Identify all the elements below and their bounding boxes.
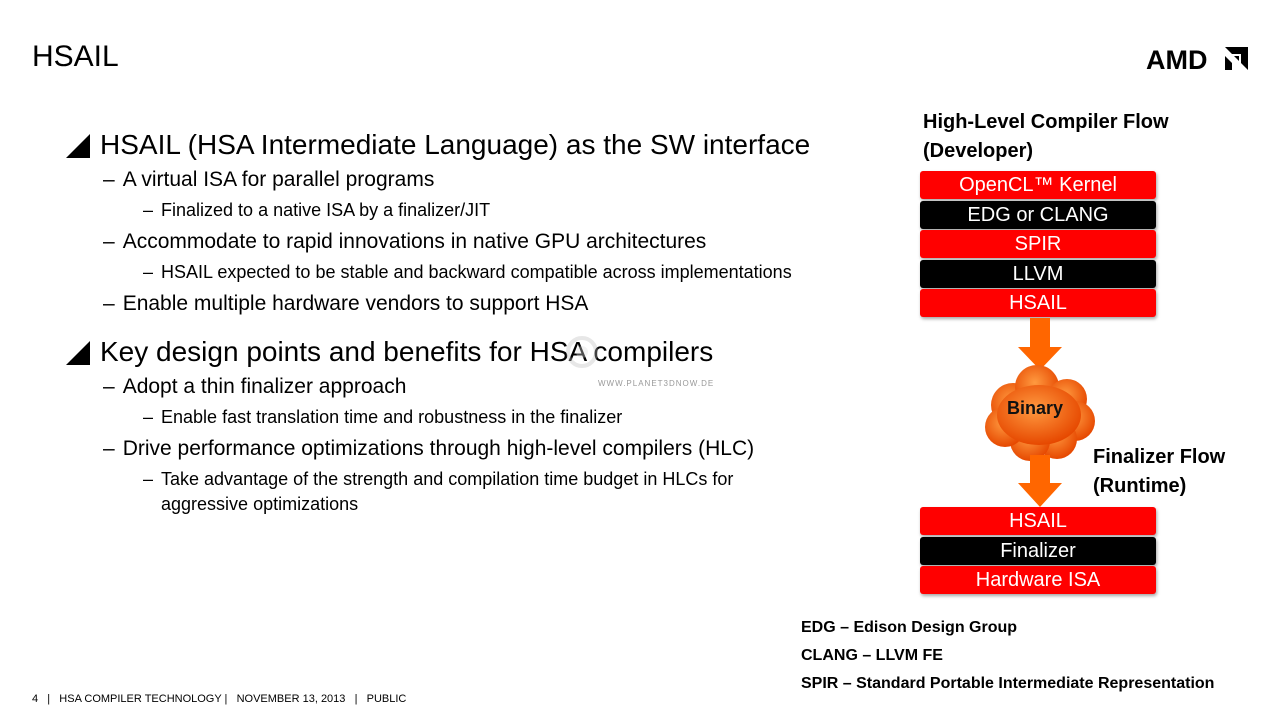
binary-label: Binary xyxy=(1006,398,1064,418)
triangle-bullet-icon xyxy=(66,341,90,365)
bullet-level3: – HSAIL expected to be stable and backward compatible across implementations xyxy=(143,257,856,288)
triangle-bullet-icon xyxy=(66,134,90,158)
watermark-text: WWW.PLANET3DNOW.DE xyxy=(598,379,715,388)
amd-logo xyxy=(1146,44,1250,74)
fin-box-hardware-isa: Hardware ISA xyxy=(920,566,1156,594)
bullet-level2: – A virtual ISA for parallel programs xyxy=(103,164,856,195)
bullet-level1 xyxy=(66,333,856,371)
bullet-level3: – Enable fast translation time and robustness in the finalizer xyxy=(143,402,856,433)
bullet-level2: – Adopt a thin finalizer approach xyxy=(103,371,856,402)
amd-logo-text: AMD xyxy=(1146,45,1208,74)
fin-box-hsail: HSAIL xyxy=(920,507,1156,535)
hlc-flow-heading: High-Level Compiler Flow (Developer) xyxy=(923,111,1169,162)
note-clang: CLANG – LLVM FE xyxy=(801,647,943,664)
bullet-level2: – Accommodate to rapid innovations in native GPU architectures xyxy=(103,226,856,257)
hlc-box-spir: SPIR xyxy=(920,230,1156,258)
bullet-text: A virtual ISA for parallel programs xyxy=(122,168,435,191)
bullet-level3: – Take advantage of the strength and compilation time budget in HLCs for aggressive optimizations xyxy=(143,464,856,517)
abbreviation-notes xyxy=(801,614,1214,698)
note-spir: SPIR – Standard Portable Intermediate Representation xyxy=(801,675,1215,692)
slide-footer: 4 | HSA COMPILER TECHNOLOGY | NOVEMBER 13, 2013 | PUBLIC xyxy=(32,693,407,705)
hlc-box-opencl-kernel: OpenCL™ Kernel xyxy=(920,171,1156,199)
bullet-level2: – Drive performance optimizations through high-level compilers (HLC) xyxy=(103,433,856,464)
bullet-text: HSAIL expected to be stable and backward compatible across implementations xyxy=(161,262,792,282)
slide-title: HSAIL xyxy=(32,40,119,73)
bullet-text: Finalized to a native ISA by a finalizer/JIT xyxy=(161,200,491,220)
down-arrow-icon xyxy=(1018,455,1062,507)
note-edg: EDG – Edison Design Group xyxy=(801,619,1018,636)
bullet-text: HSAIL (HSA Intermediate Language) as the SW interface xyxy=(100,129,811,160)
bullet-level2: – Enable multiple hardware vendors to support HSA xyxy=(103,288,856,319)
bullet-text: Accommodate to rapid innovations in native GPU architectures xyxy=(122,230,707,253)
bullet-text: Take advantage of the strength and compilation time budget in HLCs for aggressive optimizations xyxy=(161,469,734,514)
bullet-text: Adopt a thin finalizer approach xyxy=(122,375,407,398)
bullet-text: Drive performance optimizations through high-level compilers (HLC) xyxy=(122,437,755,460)
fin-box-finalizer: Finalizer xyxy=(920,537,1156,565)
bullet-text: Enable multiple hardware vendors to support HSA xyxy=(122,292,589,315)
bullet-text: Enable fast translation time and robustness in the finalizer xyxy=(161,407,623,427)
hlc-box-llvm: LLVM xyxy=(920,260,1156,288)
bullet-text: Key design points and benefits for HSA compilers xyxy=(100,336,714,367)
bullet-list xyxy=(66,126,856,517)
down-arrow-icon xyxy=(1018,318,1062,370)
finalizer-flow-heading: Finalizer Flow (Runtime) xyxy=(1093,446,1226,497)
hlc-box-hsail: HSAIL xyxy=(920,289,1156,317)
hlc-box-edg-clang: EDG or CLANG xyxy=(920,201,1156,229)
bullet-level3: – Finalized to a native ISA by a finalizer/JIT xyxy=(143,195,856,226)
bullet-level1 xyxy=(66,126,856,164)
